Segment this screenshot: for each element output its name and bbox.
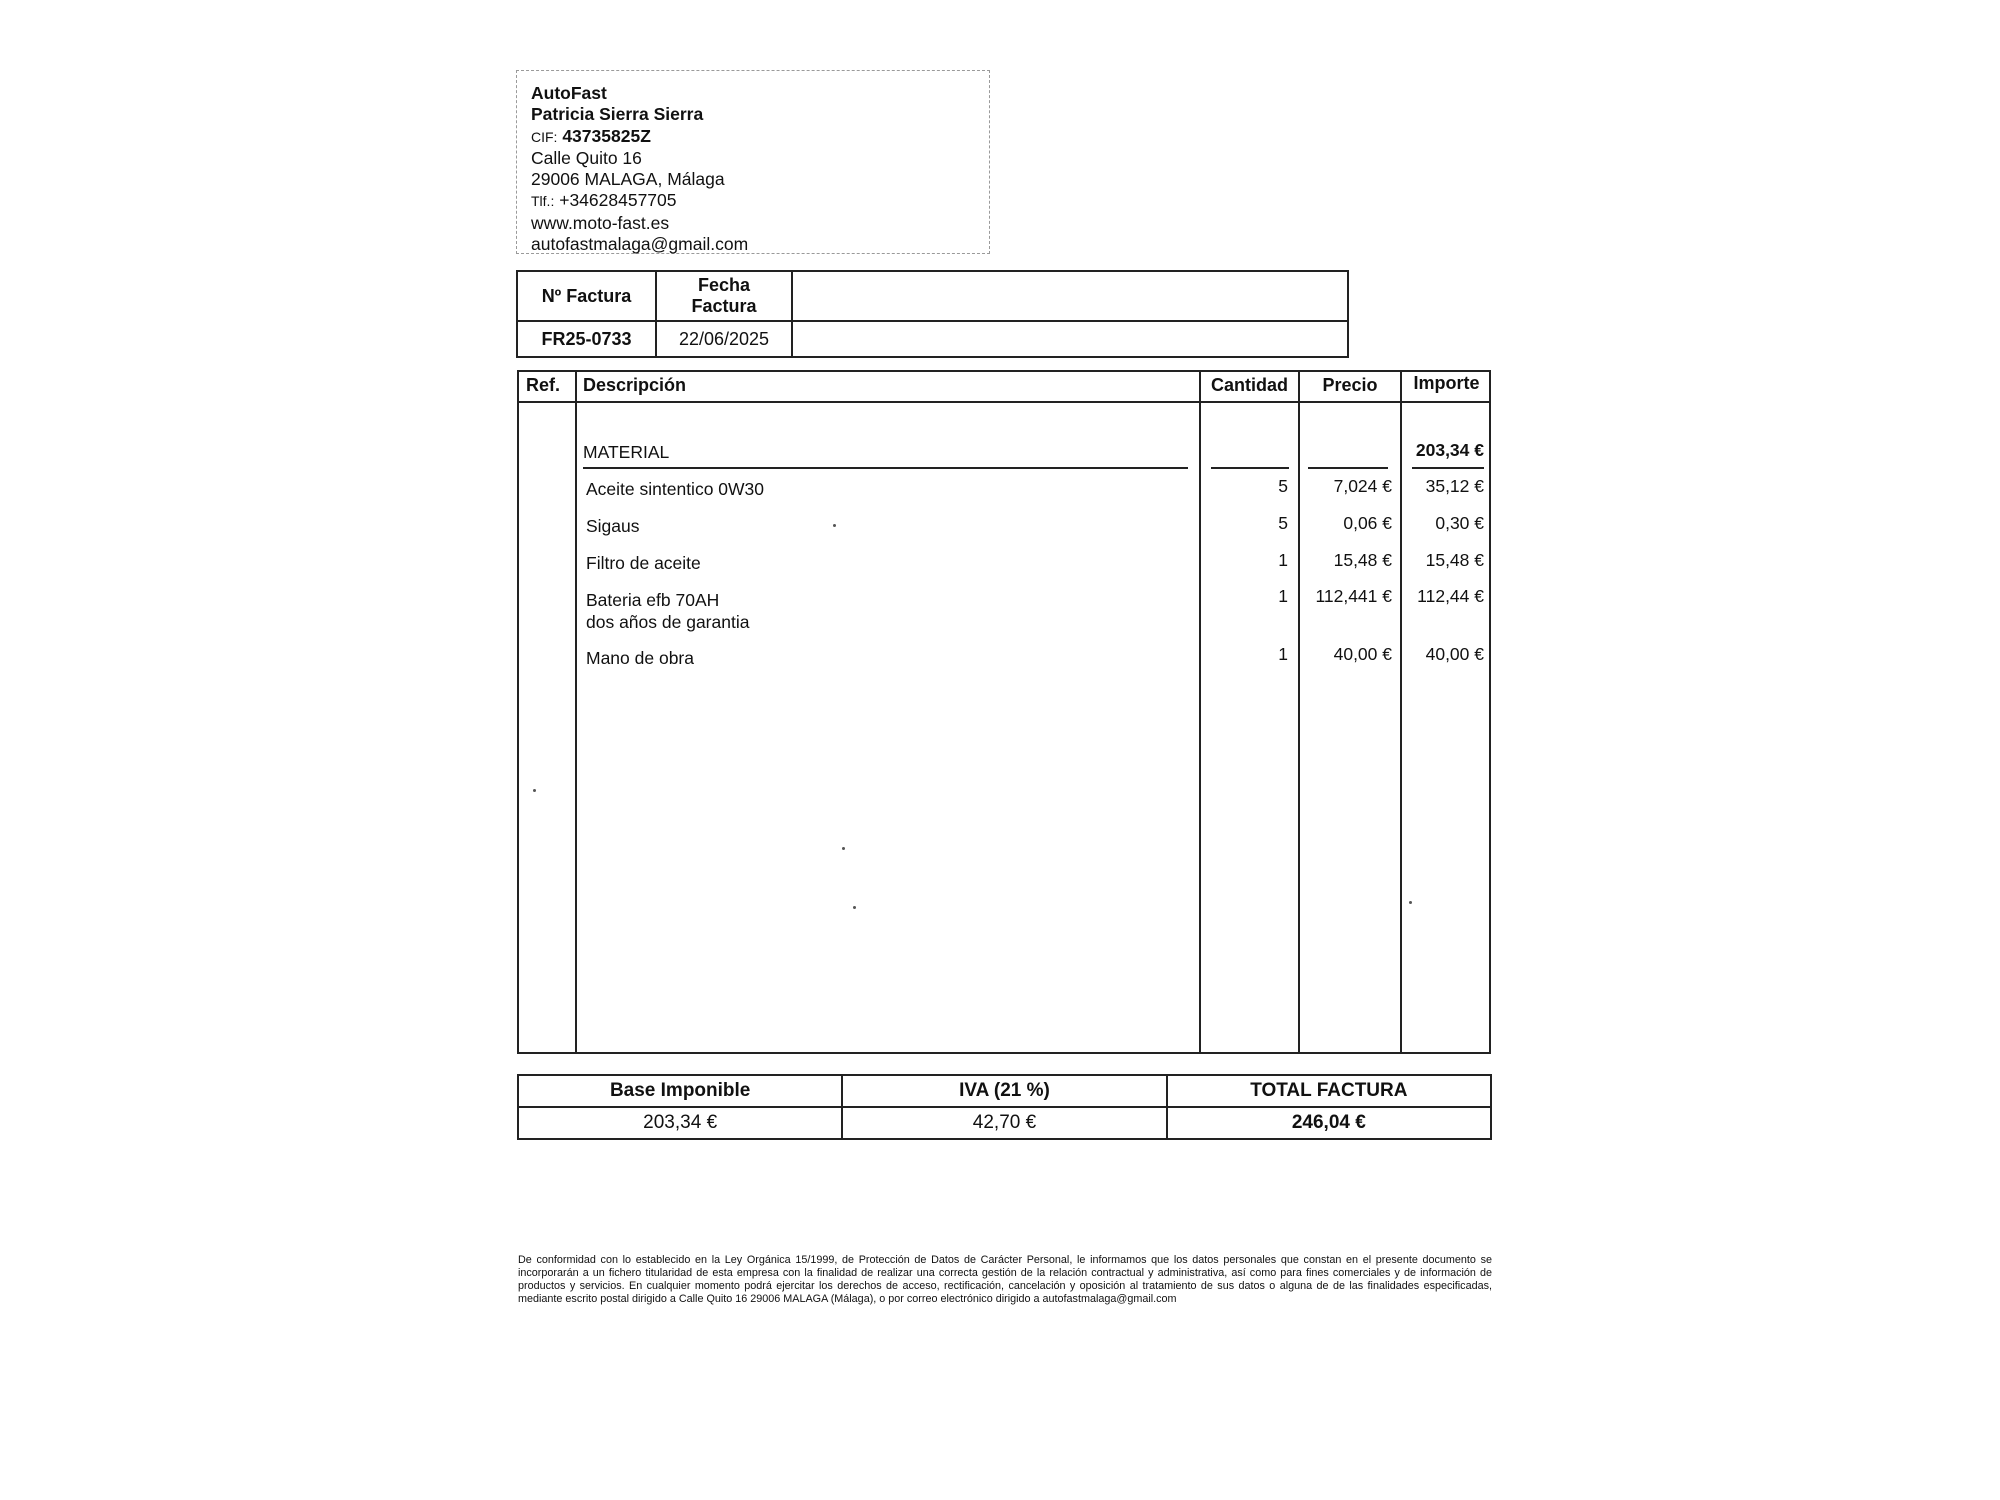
section-amount: 203,34 € [1415,440,1484,460]
invoice-date-header-line2: Factura [691,296,757,316]
item-description: Aceite sintentico 0W30 [586,479,765,499]
phone-label: Tlf.: [531,193,555,210]
invoice-date: 22/06/2025 [656,321,792,357]
section-underline-qty [1211,467,1289,469]
item-quantity: 1 [1278,586,1288,606]
iva-value: 42,70 € [842,1107,1166,1139]
item-amount: 40,00 € [1425,644,1484,664]
item-price: 0,06 € [1343,513,1392,533]
section-underline-desc [583,467,1188,469]
item-amount: 35,12 € [1425,476,1484,496]
totals-table [517,1074,1492,1140]
scan-speck [853,906,856,909]
section-underline-price [1308,467,1388,469]
header-quantity: Cantidad [1210,375,1288,395]
cif-value: 43735825Z [562,125,651,146]
item-description: Filtro de aceite [586,553,701,573]
section-underline-amount [1412,467,1484,469]
header-price: Precio [1322,375,1378,395]
company-email: autofastmalaga@gmail.com [531,234,749,255]
base-imponible-label: Base Imponible [518,1075,842,1107]
item-amount: 112,44 € [1417,586,1484,606]
item-amount: 15,48 € [1425,550,1484,570]
company-phone [531,190,989,212]
item-description: Mano de obra [586,648,694,668]
item-amount: 0,30 € [1435,513,1484,533]
section-title: MATERIAL [583,442,670,462]
phone-value: +34628457705 [559,190,677,211]
iva-label: IVA (21 %) [842,1075,1166,1107]
items-header-divider [519,401,1489,403]
legal-notice: De conformidad con lo establecido en la Ley Orgánica 15/1999, de Protección de Datos de Carácter Personal, le informamos que los datos personales que constan en el presente documento se incorporarán a un fichero titularidad de esta empresa con la finalidad de realizar una correcta gestión de la relación contractual y administrativa, así como para fines comerciales y de información de productos y servicios. En cualquier momento podrá ejercitar los derechos de acceso, rectificación, cancelación y oposición al tratamiento de sus datos o alguna de de las finalidades especificadas, mediante escrito postal dirigido a Calle Quito 16 29006 MALAGA (Málaga), o por correo electrónico dirigido a autofastmalaga@gmail.com [518,1254,1492,1305]
total-factura-label: TOTAL FACTURA [1167,1075,1491,1107]
items-table [517,370,1491,1054]
total-factura-value: 246,04 € [1167,1107,1491,1139]
item-description: Sigaus [586,516,640,536]
scan-speck [833,524,836,527]
col-divider-price [1400,372,1402,1052]
company-street: Calle Quito 16 [531,147,642,168]
col-divider-qty [1298,372,1300,1052]
item-price: 112,441 € [1315,586,1392,606]
invoice-date-header-line1: Fecha [697,275,751,295]
scan-speck [842,847,845,850]
item-description: Bateria efb 70AH [586,590,720,610]
item-price: 15,48 € [1333,550,1392,570]
company-name: AutoFast [531,83,607,103]
invoice-meta-empty-header [792,271,1348,321]
col-divider-ref [575,372,577,1052]
item-quantity: 1 [1278,550,1288,570]
item-quantity: 5 [1278,476,1288,496]
company-city: 29006 MALAGA, Málaga [531,169,725,190]
invoice-number: FR25-0733 [517,321,656,357]
company-cif [531,126,989,148]
company-info-box [516,70,990,254]
item-quantity: 5 [1278,513,1288,533]
company-owner: Patricia Sierra Sierra [531,104,704,125]
item-price: 7,024 € [1333,476,1392,496]
col-divider-desc [1199,372,1201,1052]
item-price: 40,00 € [1333,644,1392,664]
scan-speck [533,789,536,792]
scan-speck [1409,901,1412,904]
invoice-date-header [656,271,792,321]
header-amount: Importe [1413,373,1480,393]
invoice-meta-empty-cell [792,321,1348,357]
item-description-line2: dos años de garantia [586,612,750,632]
invoice-meta-table [516,270,1349,358]
item-quantity: 1 [1278,644,1288,664]
header-ref: Ref. [526,375,561,395]
company-website: www.moto-fast.es [531,212,670,233]
header-description: Descripción [583,375,687,395]
invoice-number-header: Nº Factura [517,271,656,321]
base-imponible-value: 203,34 € [518,1107,842,1139]
cif-label: CIF: [531,128,558,145]
